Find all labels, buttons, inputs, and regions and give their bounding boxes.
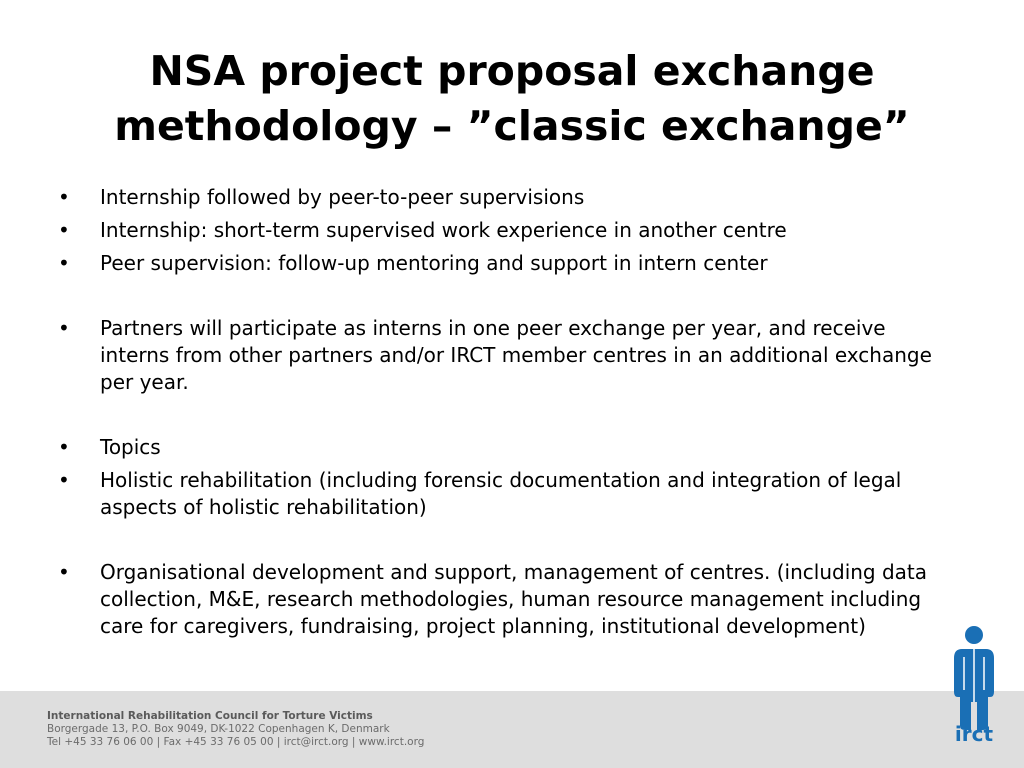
logo-wordmark: irct xyxy=(954,722,994,746)
bullet-item xyxy=(58,467,958,521)
bullet-item xyxy=(58,315,958,396)
bullet-icon: • xyxy=(58,560,70,584)
slide-title: NSA project proposal exchange methodology – ”classic exchange” xyxy=(114,47,910,150)
bullet-list xyxy=(58,184,958,646)
bullet-item xyxy=(58,434,958,461)
bullet-text: Internship followed by peer-to-peer supervisions xyxy=(100,185,585,209)
bullet-text: Organisational development and support, management of centres. (including data collection, M&E, research methodologies, human resource management including care for caregivers, fundraising, project planning, institutional development) xyxy=(100,560,928,638)
bullet-text: Internship: short-term supervised work experience in another centre xyxy=(100,218,787,242)
bullet-icon: • xyxy=(58,218,70,242)
bullet-icon: • xyxy=(58,251,70,275)
bullet-text: Topics xyxy=(100,435,161,459)
bullet-icon: • xyxy=(58,435,70,459)
bullet-icon: • xyxy=(58,185,70,209)
bullet-text: Holistic rehabilitation (including forensic documentation and integration of legal aspects of holistic rehabilitation) xyxy=(100,468,902,519)
bullet-text: Partners will participate as interns in one peer exchange per year, and receive interns from other partners and/or IRCT member centres in an additional exchange per year. xyxy=(100,316,932,394)
bullet-icon: • xyxy=(58,316,70,340)
footer-address: Borgergade 13, P.O. Box 9049, DK-1022 Copenhagen K, Denmark xyxy=(47,723,390,735)
bullet-text: Peer supervision: follow-up mentoring and support in intern center xyxy=(100,251,768,275)
bullet-item xyxy=(58,184,958,211)
footer-contact-block xyxy=(47,710,424,749)
bullet-item xyxy=(58,250,958,277)
bullet-item xyxy=(58,217,958,244)
bullet-icon: • xyxy=(58,468,70,492)
footer-contact: Tel +45 33 76 06 00 | Fax +45 33 76 05 00 | irct@irct.org | www.irct.org xyxy=(47,736,425,748)
bullet-item xyxy=(58,559,958,640)
footer-organization: International Rehabilitation Council for Torture Victims xyxy=(47,710,373,722)
footer-band xyxy=(0,691,1024,768)
